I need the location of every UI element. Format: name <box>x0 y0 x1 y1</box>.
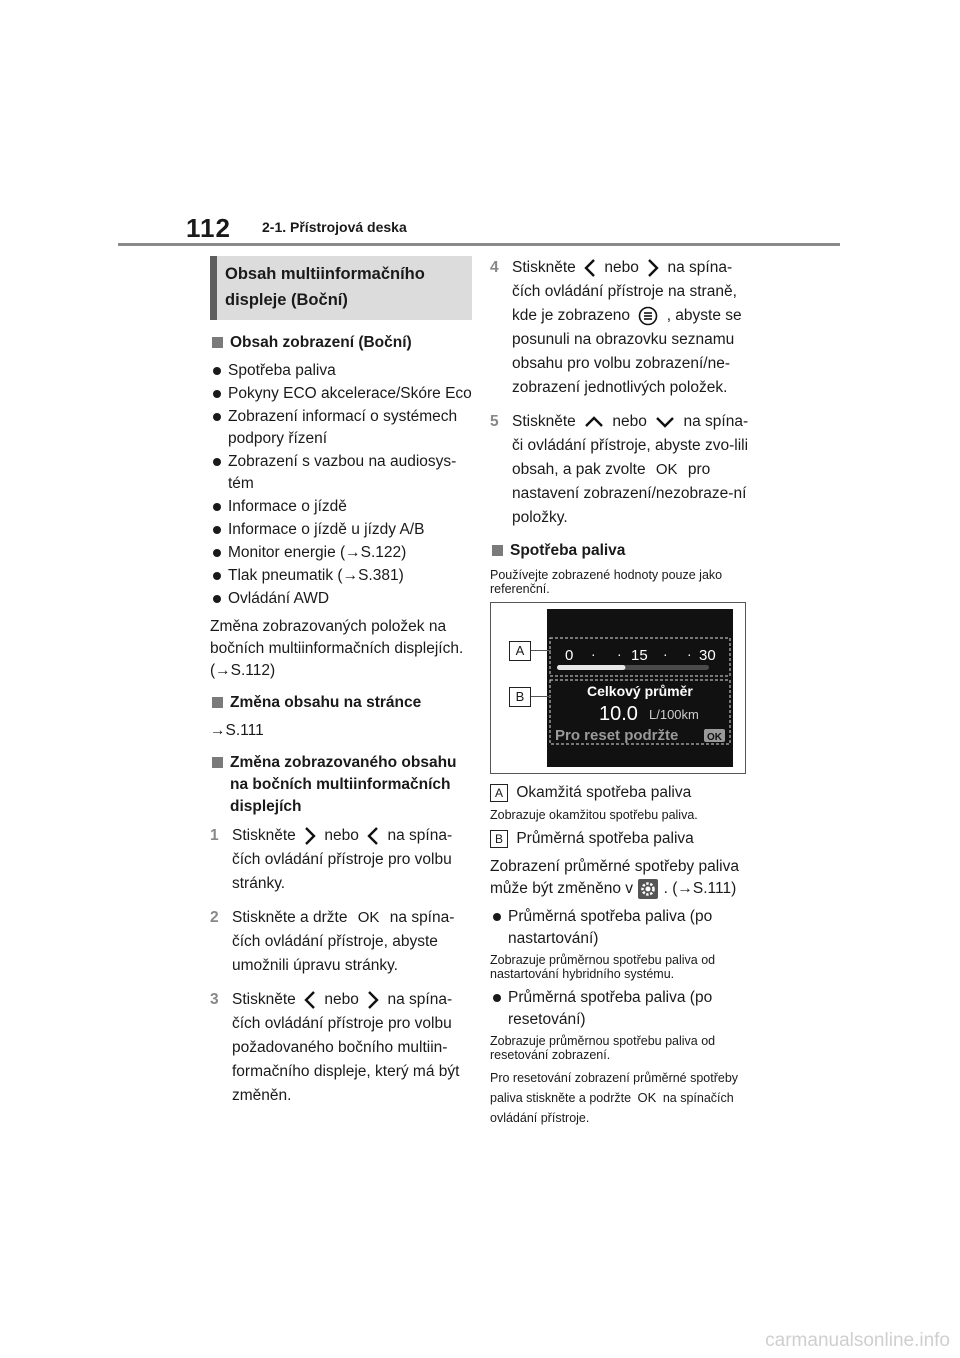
change-items-paragraph: Změna zobrazovaných položek na bočních multiinformačních displejích. (→S.112) <box>210 618 464 679</box>
chevron-right-icon <box>367 990 379 1010</box>
step-text: nebo <box>324 991 359 1008</box>
step-2 <box>210 906 472 978</box>
chevron-left-icon <box>304 990 316 1010</box>
step-text: Stiskněte <box>232 991 296 1008</box>
scale-dot: · <box>663 646 668 662</box>
step-text: , abyste se posunuli na obrazovku seznamu obsahu pro volbu zobrazení/ne-zobrazení jednotlivých položek. <box>512 307 742 396</box>
list-item: Informace o jízdě <box>210 496 472 518</box>
list-item: Zobrazení informací o systémech podpory řízení <box>210 406 472 450</box>
list-item: Spotřeba paliva <box>210 360 472 382</box>
page-number: 112 <box>186 213 231 243</box>
box-title-line2: displeje (Boční) <box>225 291 348 309</box>
average-change-paragraph <box>490 856 752 900</box>
box-title <box>210 256 472 320</box>
chevron-up-icon <box>584 416 604 428</box>
average-label: Celkový průměr <box>587 683 693 699</box>
list-item: Průměrná spotřeba paliva (po nastartování) <box>490 906 752 950</box>
reference-note: Používejte zobrazené hodnoty pouze jako referenční. <box>490 568 723 596</box>
box-title-line1: Obsah multiinformačního <box>225 265 425 283</box>
header-rule <box>118 243 840 246</box>
ok-button-icon: OK <box>637 1090 657 1105</box>
list-item: Ovládání AWD <box>210 588 472 610</box>
label-b-box: B <box>490 830 508 848</box>
right-column <box>490 256 752 1134</box>
heading-display-contents: Obsah zobrazení (Boční) <box>210 332 472 354</box>
display-screen <box>547 609 733 767</box>
heading-fuel-consumption: Spotřeba paliva <box>490 540 752 562</box>
step-number: 2 <box>210 909 219 926</box>
step-number: 1 <box>210 827 219 844</box>
step-5 <box>490 410 752 530</box>
menu-list-icon <box>638 306 658 326</box>
paragraph-text: Zobrazení průměrné spotřeby paliva může být změněno v <box>490 858 739 897</box>
list-item: Průměrná spotřeba paliva (po resetování) <box>490 987 752 1031</box>
label-a-desc: Zobrazuje okamžitou spotřebu paliva. <box>490 808 698 822</box>
step-text: nebo <box>612 413 647 430</box>
list-item: Informace o jízdě u jízdy A/B <box>210 519 472 541</box>
step-text: pro nastavení zobrazení/nezobraze-ní položky. <box>512 461 747 526</box>
callout-a: A <box>509 641 531 661</box>
scale-dot: · <box>617 646 622 662</box>
step-number: 3 <box>210 991 219 1008</box>
chevron-left-icon <box>367 826 379 846</box>
chevron-left-icon <box>584 258 596 278</box>
heading-change-side-display: Změna zobrazovaného obsahu na bočních multiinformačních displejích <box>210 752 472 818</box>
ok-button-icon: OK <box>357 909 380 926</box>
page-reference: →S.111 <box>210 722 264 739</box>
reset-ok-label: OK <box>707 732 722 743</box>
step-text: na spína-čích ovládání přístroje na straně, kde je zobrazeno <box>512 259 737 324</box>
scale-label-0: 0 <box>565 647 574 664</box>
display-graphic <box>547 609 733 767</box>
reset-hint: Pro reset podržte <box>555 727 679 744</box>
list-item: Tlak pneumatik (→S.381) <box>210 565 472 587</box>
scale-label-30: 30 <box>699 647 716 664</box>
step-1 <box>210 824 472 896</box>
chevron-right-icon <box>304 826 316 846</box>
section-title: 2-1. Přístrojová deska <box>262 219 407 235</box>
callout-b: B <box>509 687 531 707</box>
heading-change-page: Změna obsahu na stránce <box>210 692 472 714</box>
average-unit: L/100km <box>649 707 699 722</box>
reset-note-text: na spínačích ovládání přístroje. <box>490 1091 734 1125</box>
gauge-fill <box>557 665 625 670</box>
step-text: Stiskněte <box>232 827 296 844</box>
label-a-box: A <box>490 784 508 802</box>
step-3 <box>210 988 472 1108</box>
contents-list <box>210 360 472 610</box>
bullet-desc: Zobrazuje průměrnou spotřebu paliva od resetování zobrazení. <box>490 1034 716 1062</box>
ok-button-icon: OK <box>655 461 678 478</box>
step-text: na spína-či ovládání přístroje, abyste zvo-lili obsah, a pak zvolte <box>512 413 749 478</box>
step-text: na spína-čích ovládání přístroje pro volbu požadovaného bočního multiin-formačního displeje, který má být změněn. <box>232 991 460 1104</box>
left-column <box>210 256 472 1118</box>
step-text: na spína-čích ovládání přístroje pro volbu stránky. <box>232 827 453 892</box>
step-text: Stiskněte a držte <box>232 909 348 926</box>
step-text: Stiskněte <box>512 413 576 430</box>
scale-dot: · <box>687 646 692 662</box>
fuel-display-figure <box>490 602 746 774</box>
chevron-right-icon <box>647 258 659 278</box>
scale-label-15: 15 <box>631 647 648 664</box>
step-text: nebo <box>604 259 639 276</box>
scale-dot: · <box>591 646 596 662</box>
label-a-line <box>490 782 752 804</box>
watermark: carmanualsonline.info <box>765 1330 950 1351</box>
gear-icon <box>638 879 658 899</box>
chevron-down-icon <box>655 416 675 428</box>
callout-b-leader <box>531 696 551 697</box>
label-b-line <box>490 828 752 850</box>
label-a-text: Okamžitá spotřeba paliva <box>516 784 692 801</box>
step-text: na spína-čích ovládání přístroje, abyste umožnili úpravu stránky. <box>232 909 455 974</box>
reset-note <box>490 1068 752 1128</box>
list-item: Pokyny ECO akcelerace/Skóre Eco <box>210 383 472 405</box>
list-item: Zobrazení s vazbou na audiosys-tém <box>210 451 472 495</box>
step-number: 4 <box>490 259 499 276</box>
paragraph-text: . (→S.111) <box>663 880 737 897</box>
label-b-text: Průměrná spotřeba paliva <box>516 830 694 847</box>
reset-note-text: Pro resetování zobrazení průměrné spotřeby paliva stiskněte a podržte <box>490 1071 739 1105</box>
bullet-desc: Zobrazuje průměrnou spotřebu paliva od nastartování hybridního systému. <box>490 953 716 981</box>
list-item: Monitor energie (→S.122) <box>210 542 472 564</box>
step-text: nebo <box>324 827 359 844</box>
callout-a-leader <box>531 650 551 651</box>
step-4 <box>490 256 752 400</box>
step-number: 5 <box>490 413 499 430</box>
step-text: Stiskněte <box>512 259 576 276</box>
average-value: 10.0 <box>599 703 638 725</box>
